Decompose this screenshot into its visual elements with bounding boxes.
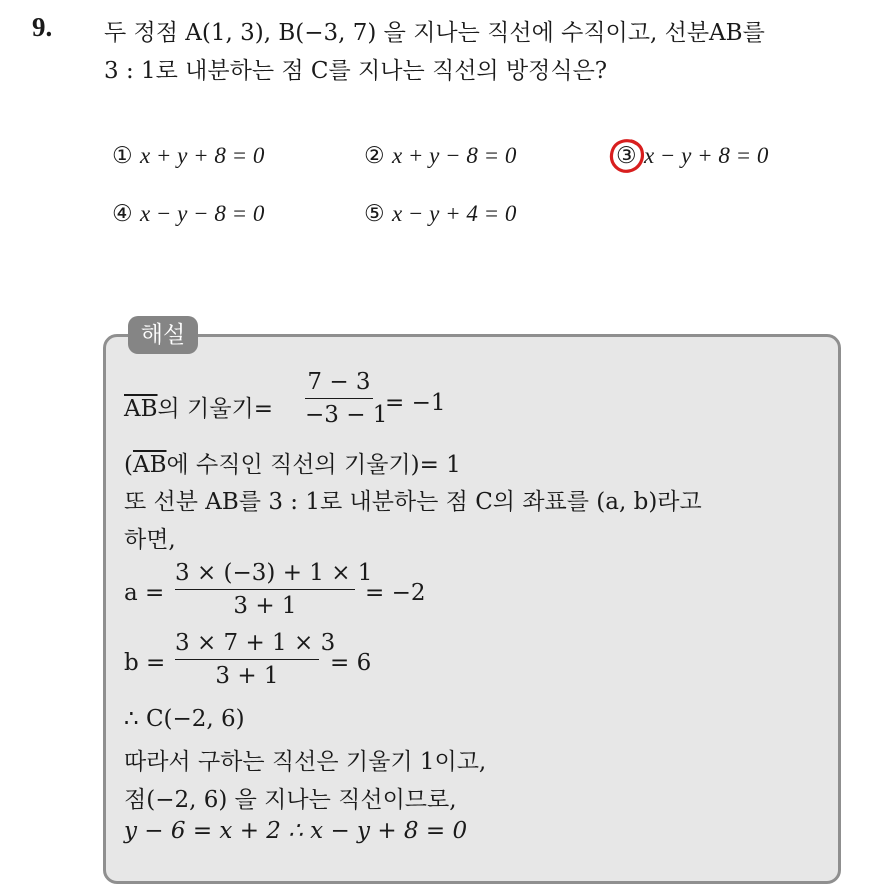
choice-2[interactable] xyxy=(364,143,516,169)
a-fraction-bar xyxy=(175,589,355,590)
question-text-line-1: 두 정점 A(1, 3), B(−3, 7) 을 지나는 직선에 수직이고, 선분AB를 xyxy=(104,20,765,46)
slope-denominator: −3 − 1 xyxy=(305,402,388,428)
question-number: 9. xyxy=(32,12,53,42)
choice-4[interactable] xyxy=(112,201,264,227)
choice-5-marker: ⑤ xyxy=(364,201,385,227)
b-denominator: 3 + 1 xyxy=(215,663,279,689)
segment-ab-overline: $\overline{AB}$ xyxy=(124,396,158,422)
solution-tag: 해설 xyxy=(128,316,198,354)
choice-1[interactable] xyxy=(112,143,264,169)
choice-2-expression: x + y − 8 = 0 xyxy=(391,143,517,168)
choice-5[interactable] xyxy=(364,201,516,227)
choice-1-expression: x + y + 8 = 0 xyxy=(139,143,265,168)
choice-5-expression: x − y + 4 = 0 xyxy=(391,201,517,226)
b-result: = 6 xyxy=(330,650,372,676)
perp-slope-text: 에 수직인 직선의 기울기)= 1 xyxy=(166,452,461,478)
perpendicular-slope-line xyxy=(124,446,461,479)
slope-label: 의 기울기= xyxy=(157,396,273,422)
a-lhs: a = xyxy=(124,580,165,606)
b-fraction xyxy=(175,630,336,689)
perp-open-paren: ( xyxy=(124,452,133,478)
division-point-line: 또 선분 AB를 3 : 1로 내분하는 점 C의 좌표를 (a, b)라고 xyxy=(124,489,702,515)
choice-4-marker: ④ xyxy=(112,201,133,227)
line-point-statement: 점(−2, 6) 을 지나는 직선이므로, xyxy=(124,787,457,813)
perp-segment-ab-overline: $\overline{AB}$ xyxy=(132,452,167,478)
b-lhs: b = xyxy=(124,650,166,676)
slope-result: = −1 xyxy=(385,390,446,416)
choice-1-marker: ① xyxy=(112,143,133,169)
slope-fraction xyxy=(305,369,388,428)
point-c-result: ∴ C(−2, 6) xyxy=(124,706,245,732)
a-denominator: 3 + 1 xyxy=(233,593,297,619)
choice-3-expression: x − y + 8 = 0 xyxy=(643,143,769,168)
a-result: = −2 xyxy=(365,580,426,606)
b-fraction-bar xyxy=(175,659,319,660)
a-fraction xyxy=(175,560,373,619)
choice-4-expression: x − y − 8 = 0 xyxy=(139,201,265,226)
b-numerator: 3 × 7 + 1 × 3 xyxy=(175,630,336,656)
choice-3-marker: ③ xyxy=(616,143,637,169)
choice-2-marker: ② xyxy=(364,143,385,169)
line-slope-statement: 따라서 구하는 직선은 기울기 1이고, xyxy=(124,749,487,775)
answer-mark-circle-icon xyxy=(607,136,647,176)
final-equation: y − 6 = x + 2 ∴ x − y + 8 = 0 xyxy=(124,818,468,844)
question-text-line-2: 3 : 1로 내분하는 점 C를 지나는 직선의 방정식은? xyxy=(104,58,608,84)
slope-line xyxy=(124,390,273,423)
slope-fraction-bar xyxy=(305,398,373,399)
a-numerator: 3 × (−3) + 1 × 1 xyxy=(175,560,373,586)
division-point-line-2: 하면, xyxy=(124,527,176,553)
slope-numerator: 7 − 3 xyxy=(307,369,371,395)
